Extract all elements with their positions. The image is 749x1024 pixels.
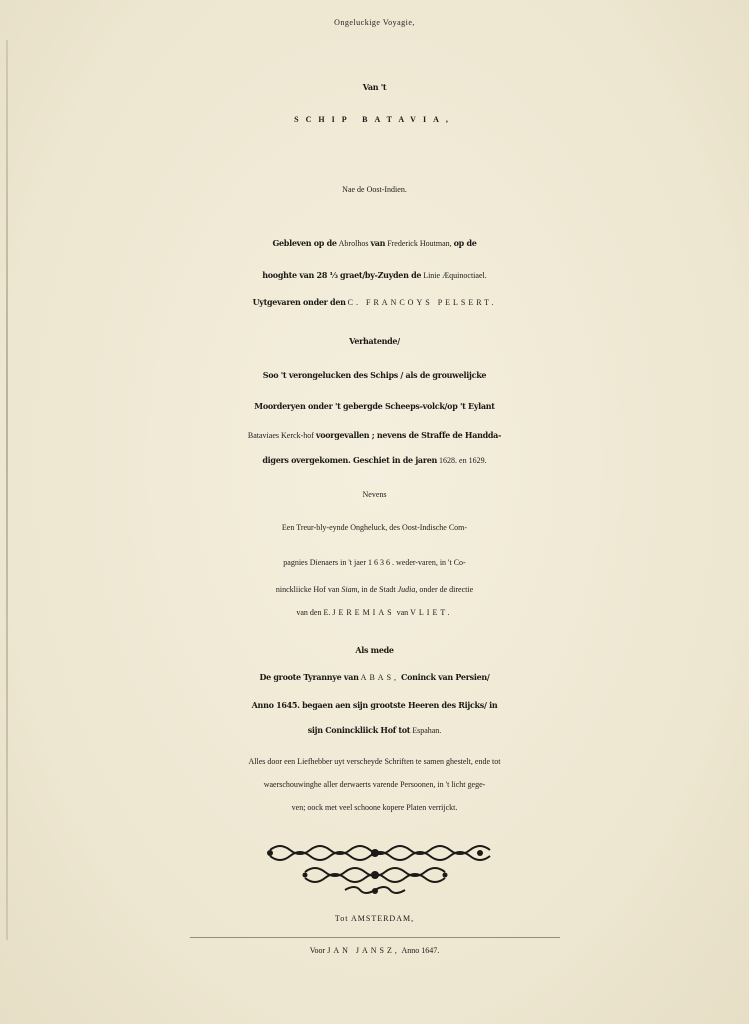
- account-line-4: digers overgekomen. Geschiet in de jaren 1628. en 1629.: [262, 455, 487, 465]
- nevens-line: Nevens: [362, 490, 387, 499]
- author-line-2: waerschouwinghe aller derwaerts varende Persoonen, in 't licht gege-: [263, 780, 486, 789]
- author-line-1: Alles door een Liefhebber uyt verscheyde Schriften te samen ghestelt, ende tot: [248, 757, 501, 766]
- verhatende-line: Verhatende/: [349, 336, 400, 346]
- persia-line-3: sijn Coninckliick Hof tot Espahan.: [307, 725, 442, 735]
- printers-ornament-icon: [250, 838, 500, 898]
- subtitle-line-2: hooghte van 28 ⅓ graet/by-Zuyden de Linie Æquinoctiael.: [262, 270, 487, 280]
- imprint-place: Tot AMSTERDAM,: [334, 914, 415, 923]
- destination-line: Nae de Oost-Indien.: [342, 185, 407, 194]
- account-line-1: Soo 't verongelucken des Schips / als de grouwelijcke: [262, 370, 487, 380]
- siam-line-1: Een Treur-bly-eynde Ongheluck, des Oost-Indische Com-: [281, 523, 468, 532]
- book-title: Ongeluckige Voyagie,: [334, 18, 415, 27]
- ship-name: SCHIP BATAVIA,: [294, 115, 455, 124]
- subtitle-line-3: Uytgevaren onder den C. FRANCOYS PELSERT.: [252, 297, 497, 307]
- account-line-2: Moorderyen onder 't gebergde Scheeps-volck/op 't Eylant: [254, 401, 495, 411]
- persia-line-2: Anno 1645. begaen aen sijn grootste Heeren des Rijcks/ in: [251, 700, 498, 710]
- siam-line-3: ninckliicke Hof van Siam, in de Stadt Judia, onder de directie: [275, 585, 474, 594]
- subtitle-line-1: Gebleven op de Abrolhos van Frederick Houtman, op de: [272, 238, 477, 248]
- author-line-3: ven; oock met veel schoone kopere Platen verrijckt.: [291, 803, 458, 812]
- imprint-rule: [190, 937, 560, 938]
- siam-line-4: van den E. JEREMIAS van VLIET.: [296, 608, 453, 617]
- siam-line-2: pagnies Dienaers in 't jaer 1 6 3 6 . weder-varen, in 't Co-: [283, 558, 466, 567]
- persia-line-1: De groote Tyrannye van ABAS, Coninck van Persien/: [259, 672, 490, 682]
- als-mede-line: Als mede: [355, 645, 394, 655]
- title-vant: Van 't: [362, 82, 387, 92]
- account-line-3: Bataviaes Kerck-hof voorgevallen ; nevens de Straffe de Handda-: [247, 430, 502, 440]
- imprint-publisher: Voor JAN JANSZ, Anno 1647.: [309, 946, 440, 955]
